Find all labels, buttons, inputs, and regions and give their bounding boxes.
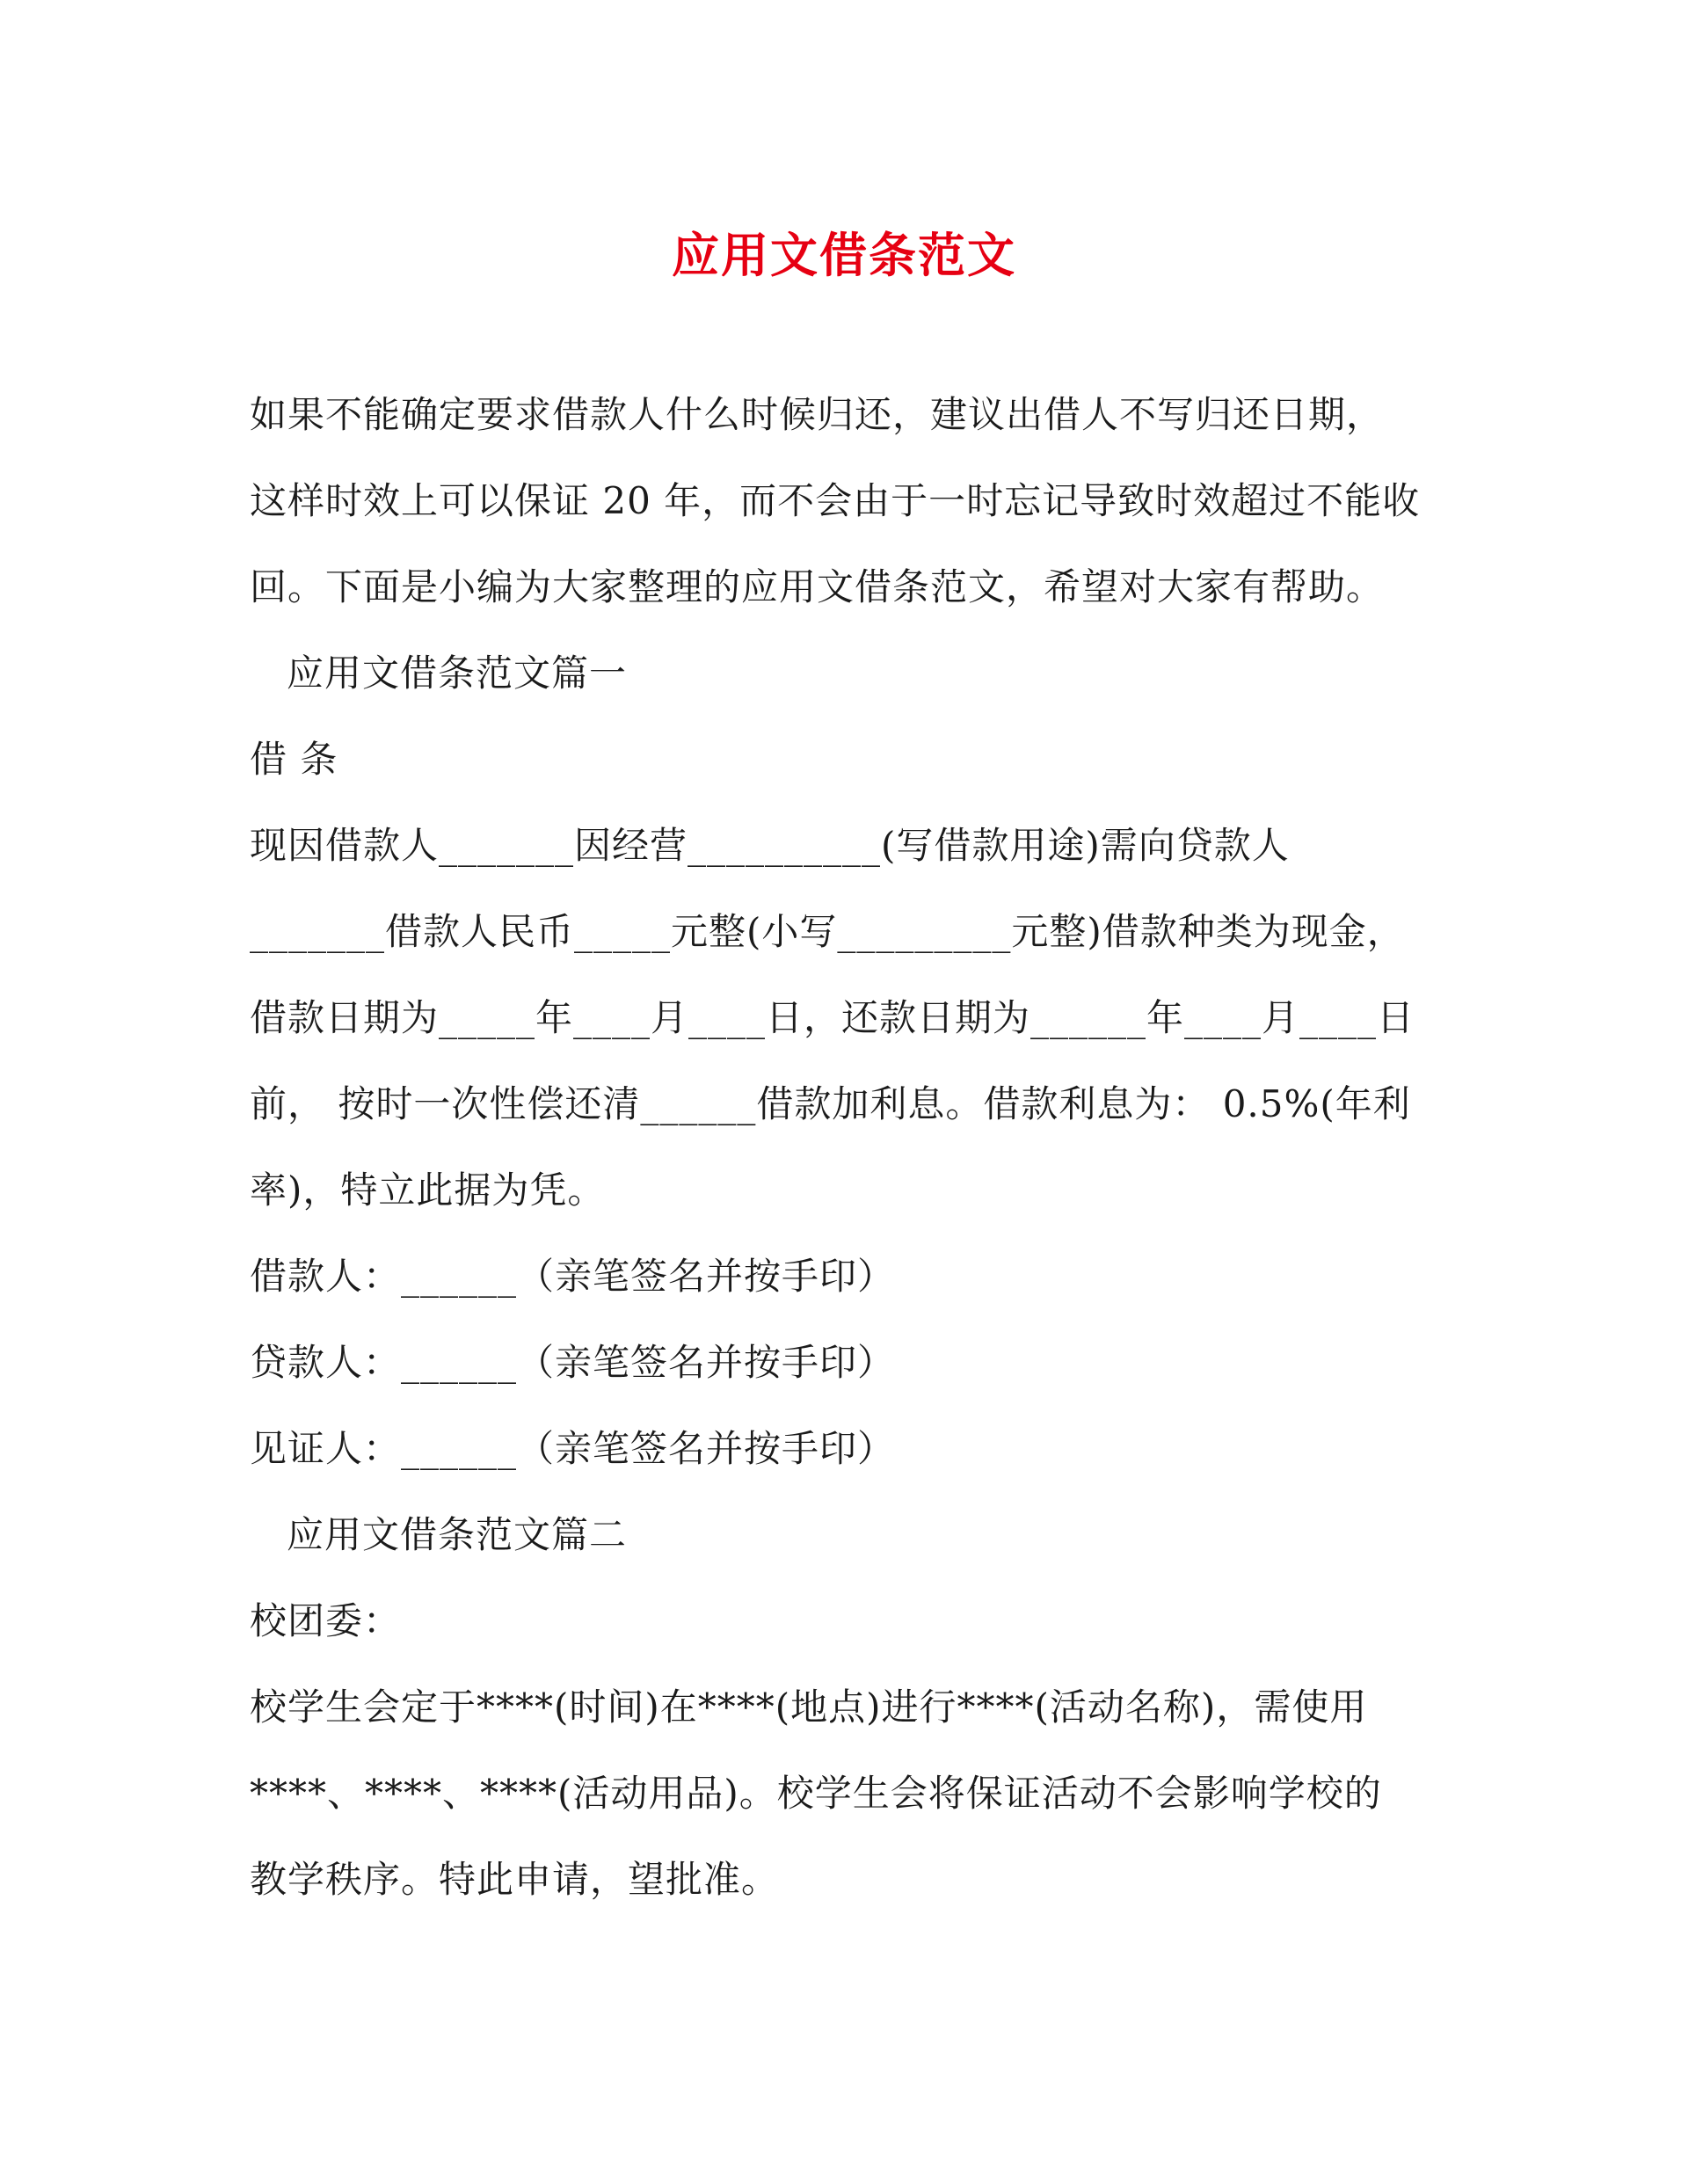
paragraph-line: 这样时效上可以保证 20 年，而不会由于一时忘记导致时效超过不能收: [250, 479, 1421, 522]
signature-line-borrower: 借款人：______（亲笔签名并按手印）: [250, 1255, 896, 1298]
section-heading: 应用文借条范文篇一: [287, 652, 628, 695]
addressee-line: 校团委：: [250, 1599, 402, 1642]
paragraph-line: 如果不能确定要求借款人什么时候归还，建议出借人不写归还日期，: [250, 393, 1385, 436]
paragraph-line: 前， 按时一次性偿还清______借款加利息。借款利息为： 0.5%(年利: [250, 1082, 1411, 1125]
section-heading: 应用文借条范文篇二: [287, 1513, 628, 1556]
paragraph-line: 借款日期为_____年____月____日，还款日期为______年____月____日: [250, 996, 1415, 1039]
document-body: [250, 372, 1445, 1923]
receipt-heading: 借 条: [250, 738, 338, 781]
paragraph-line: _______借款人民币_____元整(小写_________元整)借款种类为现金，: [250, 910, 1405, 953]
paragraph-line: 教学秩序。特此申请，望批准。: [250, 1858, 780, 1901]
paragraph-line: 校学生会定于****(时间)在****(地点)进行****(活动名称)，需使用: [250, 1685, 1368, 1729]
paragraph-line: 回。下面是小编为大家整理的应用文借条范文，希望对大家有帮助。: [250, 565, 1385, 608]
paragraph-line: ****、****、****(活动用品)。校学生会将保证活动不会影响学校的: [250, 1772, 1382, 1815]
document-title: 应用文借条范文: [672, 227, 1016, 283]
signature-line-witness: 见证人：______（亲笔签名并按手印）: [250, 1427, 896, 1470]
paragraph-line: 率)，特立此据为凭。: [250, 1168, 606, 1212]
paragraph-line: 现因借款人_______因经营__________(写借款用途)需向贷款人: [250, 824, 1290, 867]
signature-line-lender: 贷款人：______（亲笔签名并按手印）: [250, 1341, 896, 1384]
